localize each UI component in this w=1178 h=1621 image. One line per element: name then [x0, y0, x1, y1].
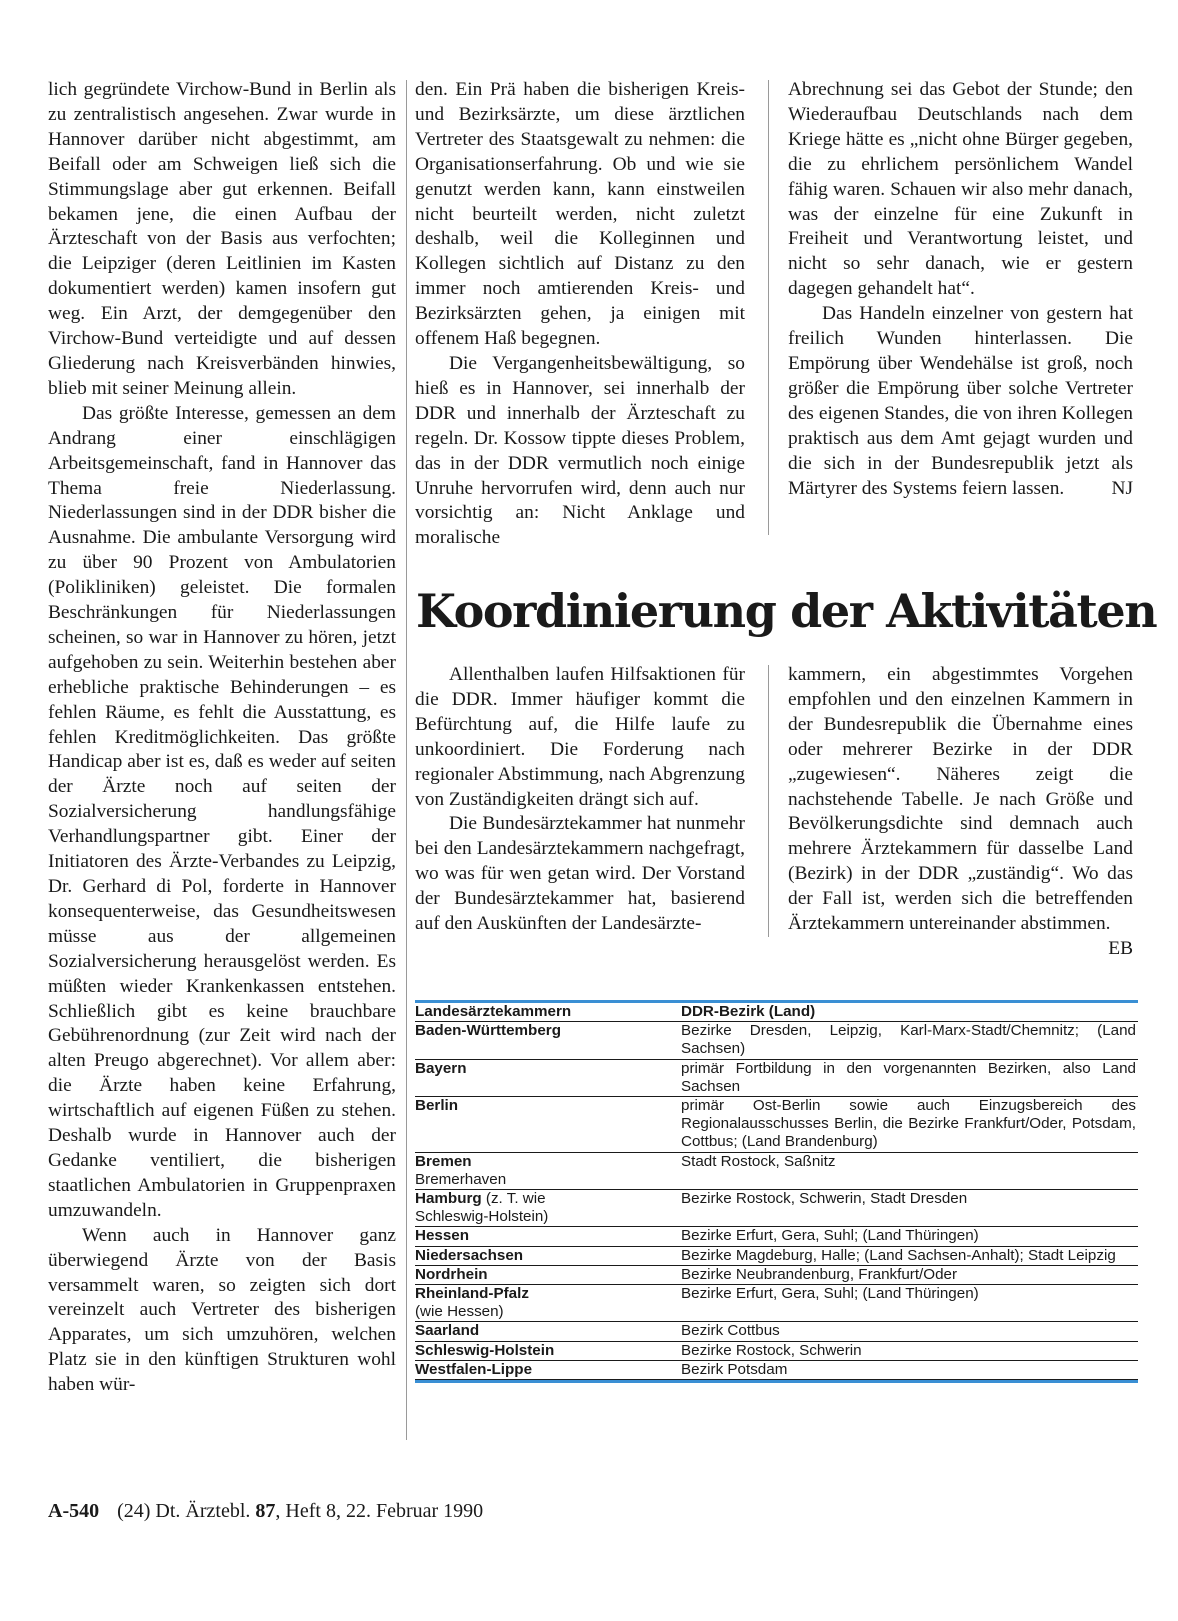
chamber-subnote: (wie Hessen): [415, 1303, 504, 1321]
author-signature: NJ: [1111, 477, 1133, 499]
chamber-name: Nordrhein: [415, 1265, 488, 1283]
district-cell: Bezirke Erfurt, Gera, Suhl; (Land Thüringen): [681, 1227, 979, 1245]
district-cell: Bezirke Neubrandenburg, Frankfurt/Oder: [681, 1265, 958, 1283]
chamber-cell: [415, 1247, 681, 1265]
chamber-name: Hessen: [415, 1227, 470, 1245]
table-header-row: [415, 1003, 1138, 1022]
paragraph: [415, 812, 745, 937]
chamber-cell: [415, 1022, 681, 1058]
paragraph: [788, 663, 1133, 959]
table-row: [415, 1060, 1138, 1097]
chamber-cell: [415, 1227, 681, 1245]
district-cell: Bezirk Potsdam: [681, 1360, 788, 1378]
chamber-name: Saarland: [415, 1322, 480, 1340]
paragraph-text: lich gegründete Virchow-Bund in Berlin als zu zentralistisch angesehen. Zwar wurde in Hannover darüber nicht abgestimmt, am Beifall oder am Schweigen ließ sich die Stimmungslage aber gut erkennen. Beifall bekamen jene, die einen Aufbau der Ärzteschaft von der Basis aus verfochten; die Leipziger (deren Leitlinien im Kasten dokumentiert werden) kamen insofern gut weg. Ein Arzt, der demgegenüber den Virchow-Bund verteidigte und auf dessen Gliederung nach Kreisverbänden hinwies, blieb mit seiner Meinung allein.: [48, 79, 396, 399]
chamber-cell: [415, 1097, 681, 1152]
column-rule: [406, 80, 407, 1440]
chamber-name: Berlin: [415, 1097, 459, 1115]
district-cell: Bezirke Erfurt, Gera, Suhl; (Land Thüringen): [681, 1285, 979, 1303]
chamber-name: Bayern: [415, 1059, 467, 1077]
chamber-name: Niedersachsen: [415, 1246, 524, 1264]
table-row: [415, 1022, 1138, 1059]
paragraph-text: Wenn auch in Hannover ganz überwiegend Ärzte von der Basis versammelt waren, so zeigten sich dort vereinzelt auch Vertreter des bisherigen Apparates, um sich umzuhören, welchen Platz sie in den künftigen Strukturen wohl haben wür-: [48, 1224, 396, 1396]
chamber-subnote: Schleswig-Holstein): [415, 1208, 549, 1226]
chamber-name: Bremen: [415, 1152, 472, 1170]
paragraph: [415, 78, 745, 352]
table-row: [415, 1342, 1138, 1361]
page-footer: [48, 1498, 483, 1524]
article1-column-2: [415, 78, 745, 551]
chamber-cell: [415, 1361, 681, 1379]
paragraph: [48, 78, 396, 402]
paragraph-text: Die Bundesärztekammer hat nunmehr bei den Landesärztekammern nachgefragt, wo was für wen getan wird. Der Vorstand der Bundesärztekammer hat, basierend auf den Auskünften der Landesärzte-: [415, 813, 745, 935]
column-rule: [768, 80, 769, 535]
table-body: [415, 1022, 1138, 1380]
district-cell: primär Fortbildung in den vorgenannten Bezirken, also Land Sachsen: [681, 1059, 1136, 1095]
table-row: [415, 1361, 1138, 1380]
district-cell: Bezirke Magdeburg, Halle; (Land Sachsen-Anhalt); Stadt Leipzig: [681, 1246, 1116, 1264]
journal-volume: 87: [255, 1500, 276, 1522]
chamber-cell: [415, 1153, 681, 1189]
table-row: [415, 1285, 1138, 1322]
assignment-table: [415, 1000, 1138, 1383]
page-number: A-540: [48, 1500, 100, 1522]
paragraph: [48, 402, 396, 1224]
chamber-name: Rheinland-Pfalz: [415, 1285, 529, 1303]
column-rule: [768, 665, 769, 937]
table-row: [415, 1097, 1138, 1153]
chamber-cell: [415, 1060, 681, 1096]
table-row: [415, 1227, 1138, 1246]
table-row: [415, 1247, 1138, 1266]
chamber-cell: [415, 1322, 681, 1340]
author-signature: EB: [1108, 937, 1133, 959]
table-header-cell: DDR-Bezirk (Land): [681, 1003, 816, 1020]
paragraph-text: Das größte Interesse, gemessen an dem Andrang einer einschlägigen Arbeitsgemeinschaft, fand in Hannover das Thema freie Niederlassung. Niederlassungen sind in der DDR bisher die Ausnahme. Die ambulante Versorgung wird zu über 90 Prozent von Ambulatorien (Polikliniken) geleistet. Die formalen Beschränkungen für Niederlassungen scheinen, so war in Hannover zu hören, jetzt aufgehoben zu sein. Weiterhin bestehen aber erhebliche praktische Behinderungen – es fehlen Räume, es fehlt die Ausstattung, es fehlen Kreditmöglichkeiten. Das größte Handicap aber ist es, daß es weder auf seiten der Ärzte noch auf seiten der Sozialversicherung handlungsfähige Verhandlungspartner gibt. Einer der Initiatoren des Ärzte-Verbandes zu Leipzig, Dr. Gerhard di Pol, forderte in Hannover konsequenterweise, das Gesundheitswesen müsse aus der allgemeinen Sozialversicherung herausgelöst werden. Es müßten wieder Krankenkassen entstehen. Schließlich gibt es keine brauchbare Gebührenordnung (zur Zeit wird nach der alten Preugo abgerechnet). Vor allem aber: die Ärzte haben keine Erfahrung, wirtschaftlich auf eigenen Füßen zu stehen. Deshalb wurde in Hannover auch der Gedanke ventiliert, die bisherigen staatlichen Ambulatorien in Gruppenpraxen umzuwandeln.: [48, 402, 396, 1221]
journal-issue: (24) Dt. Ärztebl.: [117, 1500, 251, 1522]
district-cell: Bezirke Dresden, Leipzig, Karl-Marx-Stadt/Chemnitz; (Land Sachsen): [681, 1022, 1136, 1058]
chamber-cell: [415, 1266, 681, 1284]
paragraph-text: Die Vergangenheitsbewältigung, so hieß es in Hannover, sei innerhalb der DDR und innerhalb der Ärzteschaft zu regeln. Dr. Kossow tippte dieses Problem, das in der DDR vermutlich noch einige Unruhe hervorrufen wird, denn auch nur vorsichtig an: Nicht Anklage und moralische: [415, 352, 745, 549]
paragraph: [415, 663, 745, 812]
table-row: [415, 1266, 1138, 1285]
chamber-cell: [415, 1190, 681, 1226]
table-row: [415, 1322, 1138, 1341]
table-row: [415, 1153, 1138, 1190]
article1-column-3: [788, 78, 1133, 501]
paragraph-text: Abrechnung sei das Gebot der Stunde; den Wiederaufbau Deutschlands nach dem Kriege hätte es „nicht ohne Bürger gegeben, die zu ehrlichem persönlichem Wandel fähig waren. Schauen wir also mehr danach, was der einzelne für eine Zukunft in Freiheit und Verantwortung leistet, und nicht so sehr danach, wie er gestern dagegen gehandelt hat“.: [788, 79, 1133, 300]
table-row: [415, 1190, 1138, 1227]
paragraph-text: Allenthalben laufen Hilfsaktionen für die DDR. Immer häufiger kommt die Befürchtung auf, die Hilfe laufe zu unkoordiniert. Die Forderung nach regionaler Abstimmung, nach Abgrenzung von Zuständigkeiten drängt sich auf.: [415, 664, 745, 810]
district-cell: Stadt Rostock, Saßnitz: [681, 1152, 836, 1170]
chamber-cell: [415, 1285, 681, 1321]
chamber-name: Baden-Württemberg: [415, 1022, 561, 1040]
article2-headline: Koordinierung der Aktivitäten: [416, 584, 1157, 638]
table-header-cell: Landesärztekammern: [415, 1003, 572, 1020]
paragraph-text: den. Ein Prä haben die bisherigen Kreis- und Bezirksärzte, um diese ärztlichen Vertreter des Staatsgewalt zu nehmen: die Organisationserfahrung. Ob und wie sie genutzt werden kann, kann einstweilen nicht beurteilt werden, nicht zuletzt deshalb, weil die Kolleginnen und Kollegen sichtlich auf Distanz zu den immer noch amtierenden Kreis- und Bezirksärzten gehen, ja einigen mit offenem Haß begegnen.: [415, 79, 745, 350]
chamber-name: Hamburg: [415, 1190, 482, 1208]
chamber-cell: [415, 1342, 681, 1360]
chamber-note: (z. T. wie: [485, 1190, 546, 1208]
paragraph: [788, 78, 1133, 302]
chamber-name: Schleswig-Holstein: [415, 1341, 555, 1359]
paragraph-text: kammern, ein abgestimmtes Vorgehen empfohlen und den einzelnen Kammern in der Bundesrepublik die Übernahme eines oder mehrerer Bezirke in der DDR „zugewiesen“. Näheres zeigt die nachstehende Tabelle. Je nach Größe und Bevölkerungsdichte sind demnach auch mehrere Ärztekammern für dasselbe Land (Bezirk) in der DDR „zuständig“. Wo das der Fall ist, werden sich die betreffenden Ärztekammern untereinander abstimmen.: [788, 664, 1133, 935]
chamber-name: Westfalen-Lippe: [415, 1360, 533, 1378]
district-cell: primär Ost-Berlin sowie auch Einzugsbereich des Regionalausschusses Berlin, die Bezirke Frankfurt/Oder, Potsdam, Cottbus; (Land Brandenburg): [681, 1097, 1136, 1151]
article2-column-1: [415, 663, 745, 937]
article1-column-1: [48, 78, 396, 1398]
journal-date: , Heft 8, 22. Februar 1990: [275, 1500, 484, 1522]
district-cell: Bezirke Rostock, Schwerin: [681, 1341, 862, 1359]
table-bottom-rule: [415, 1380, 1138, 1383]
paragraph: [48, 1224, 396, 1398]
district-cell: Bezirke Rostock, Schwerin, Stadt Dresden: [681, 1190, 968, 1208]
chamber-subnote: Bremerhaven: [415, 1170, 507, 1188]
paragraph-text: Das Handeln einzelner von gestern hat freilich Wunden hinterlassen. Die Empörung über Wendehälse ist groß, noch größer die Empörung über solche Vertreter des eigenen Standes, die von ihren Kollegen praktisch aus dem Amt gejagt wurden und die sich in der Bundesrepublik jetzt als Märtyrer des Systems feiern lassen.: [788, 303, 1133, 499]
paragraph: [788, 302, 1133, 501]
paragraph: [415, 352, 745, 551]
article2-column-2: [788, 663, 1133, 962]
district-cell: Bezirk Cottbus: [681, 1322, 780, 1340]
